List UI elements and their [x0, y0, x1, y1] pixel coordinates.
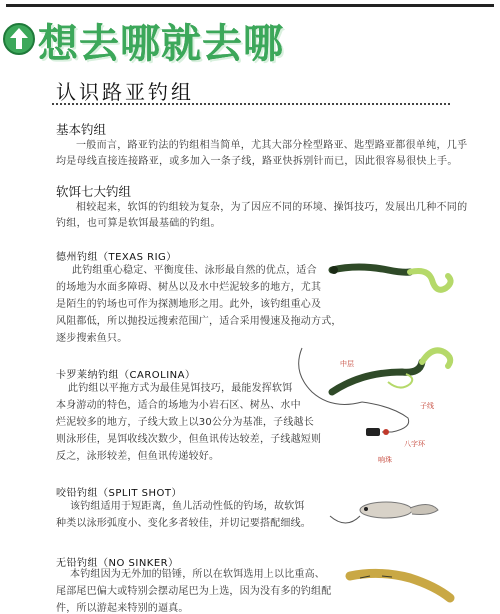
soft-line-1: 相较起来，软饵的钓组较为复杂，为了因应不同的环境、操饵技巧，发展出几种不同的 [76, 202, 468, 213]
grub-body [360, 502, 412, 518]
nosinker-line: 件，所以游起来特别的逼真。 [56, 603, 189, 614]
worm-coil [388, 374, 412, 388]
texas-body [56, 262, 346, 347]
split-line: 种类以泳形弧度小、变化多者较佳，并切记要搭配细线。 [56, 518, 311, 529]
banner-title: 想去哪就去哪 [38, 21, 284, 67]
texas-title: 德州钓组（TEXAS RIG） [56, 252, 177, 263]
no-sinker-illustration [340, 568, 460, 612]
carolina-body [56, 380, 322, 465]
label-bead: 响珠 [378, 456, 392, 464]
nosinker-title: 无铅钓组（NO SINKER） [56, 558, 179, 569]
texas-line: 逐步搜索鱼只。 [56, 333, 128, 344]
basic-paragraph [56, 138, 468, 170]
soft-paragraph [56, 200, 468, 232]
label-sinker: 中层 [340, 360, 354, 368]
title-divider [52, 103, 450, 105]
carolina-line: 此钓组以平拖方式为最佳晃饵技巧，最能发挥软饵 [68, 383, 293, 394]
carolina-rig-illustration [292, 342, 462, 472]
page-title: 认识路亚钓组 [56, 80, 194, 104]
carolina-line: 烂泥较多的地方，子线大致上以30公分为基准，子线越长 [56, 417, 314, 428]
nosinker-body [56, 566, 356, 614]
texas-line: 的场地为水面多障碍、树丛以及水中烂泥较多的地方，尤其 [56, 282, 322, 293]
basic-heading: 基本钓组 [56, 122, 107, 137]
nosinker-line: 尾部尾巴偏大或特别会摆动尾巴为上选，因为没有多的钓组配 [56, 586, 332, 597]
basic-line-2: 均是母线直接连接路亚，或多加入一条子线，路亚快拆别针而已，因此很容易很快上手。 [56, 156, 458, 167]
grub-tail [410, 504, 438, 514]
up-arrow-circle-icon [2, 22, 36, 56]
texas-line: 风阻都低，所以抛投远搜索范围广，适合采用慢速及拖动方式， [56, 316, 342, 327]
nosinker-line: 本钓组因为无外加的铅锤，所以在软饵选用上以比重高、 [70, 569, 325, 580]
soft-line-2: 钓组，也可算是软饵最基础的钓组。 [56, 218, 221, 229]
texas-line: 此钓组重心稳定、平衡度佳、泳形最自然的优点，适合 [72, 265, 317, 276]
eye [364, 507, 368, 511]
soft-heading: 软饵七大钓组 [56, 184, 132, 199]
basic-line-1: 一般而言，路亚钓法的钓组相当简单，尤其大部分栓型路亚、匙型路亚都很单纯，几乎 [76, 140, 468, 151]
banner [0, 18, 300, 70]
leader-line [362, 402, 409, 432]
bullet-sinker [330, 266, 338, 274]
texas-rig-illustration [328, 258, 458, 303]
split-line: 该钓组适用于短距离，鱼儿活动性低的钓场，故软饵 [70, 501, 305, 512]
texas-line: 是陌生的钓场也可作为探测地形之用。此外，该钓组重心及 [56, 299, 322, 310]
worm-tail [422, 350, 450, 366]
carolina-title: 卡罗莱纳钓组（CAROLINA） [56, 370, 196, 381]
carolina-line: 本身游动的特色，适合的场地为小岩石区、树丛、水中 [56, 400, 301, 411]
split-body [56, 498, 336, 532]
sinker [366, 428, 380, 436]
carolina-line: 反之，泳形较差，但鱼讯传递较好。 [56, 451, 220, 462]
line [330, 516, 360, 523]
carolina-line: 则泳形佳，晃饵收线次数少，但鱼讯传达较差，子线越短则 [56, 434, 322, 445]
top-rule [6, 4, 494, 7]
bead [383, 429, 389, 435]
split-shot-illustration [326, 486, 456, 534]
split-title: 咬铅钓组（SPLIT SHOT） [56, 488, 183, 499]
main-line [299, 348, 362, 404]
label-leader: 子线 [420, 402, 434, 410]
label-swivel: 八字环 [404, 440, 425, 448]
worm-body [332, 267, 410, 272]
worm-tail [410, 271, 451, 290]
